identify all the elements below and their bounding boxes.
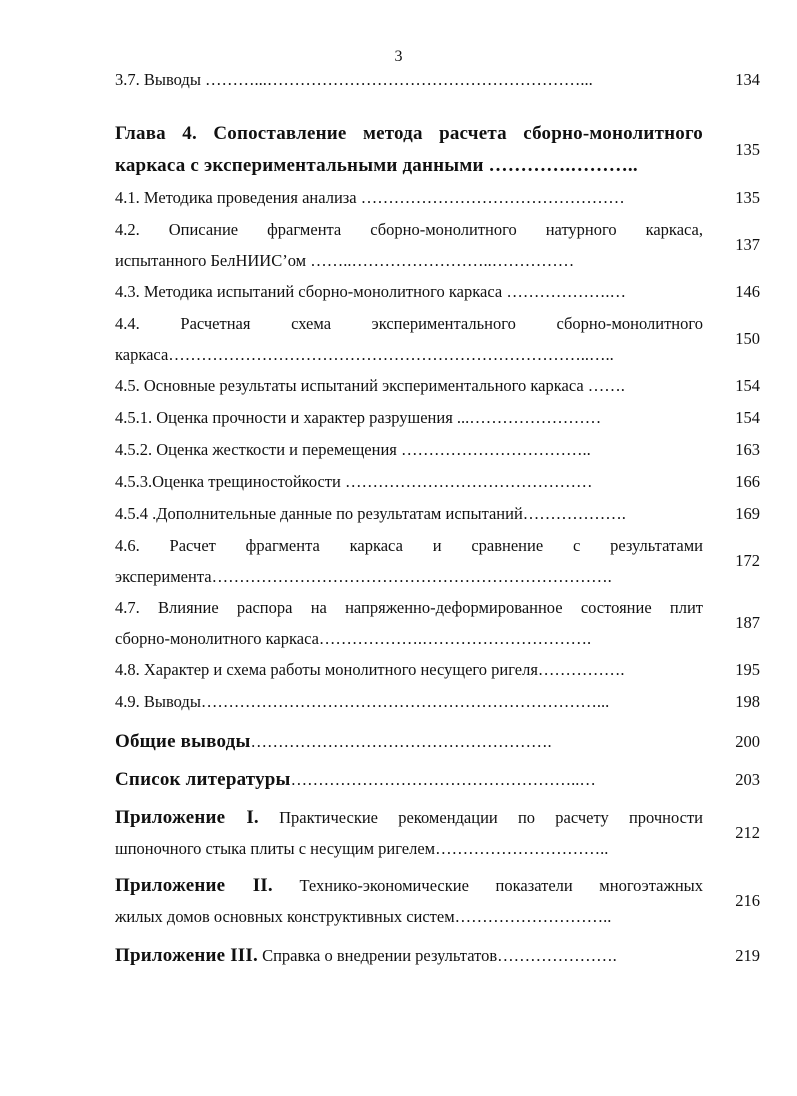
toc-entry-title: 4.5. Основные результаты испытаний экспериментального каркаса [115, 376, 584, 395]
dot-leader: ……………….…………………………. [318, 629, 592, 648]
toc-entry-title: Сопоставление метода расчета сборно-монолитного [213, 123, 703, 144]
toc-page-number: 135 [735, 140, 760, 159]
toc-page-number: 137 [735, 235, 760, 254]
table-of-contents [115, 64, 760, 976]
toc-entry-title: Список литературы [115, 769, 291, 790]
toc-page-number: 134 [735, 70, 760, 89]
toc-page-number: 203 [735, 770, 760, 789]
dot-leader: ...…………………… [452, 408, 602, 427]
toc-entry-title: 4.5.1. Оценка прочности и характер разрушения [115, 408, 453, 427]
toc-entry-4-5-2 [115, 434, 760, 466]
toc-page-number: 212 [735, 823, 760, 842]
dot-leader: ………………. [522, 504, 626, 523]
toc-entry-title-cont: жилых домов основных конструктивных систем [115, 907, 455, 926]
toc-entry-references [115, 762, 760, 798]
toc-page-number: 154 [735, 408, 760, 427]
toc-page-number: 154 [735, 376, 760, 395]
dot-leader: …………………. [497, 946, 617, 965]
toc-entry-4-2 [115, 214, 760, 276]
toc-entry-4-4 [115, 308, 760, 370]
dot-leader: ………….……….. [483, 155, 638, 176]
toc-entry-general-conclusions [115, 722, 760, 762]
toc-entry-title: 4.6. Расчет фрагмента каркаса и сравнение с результатами [115, 536, 703, 555]
toc-entry-title-cont: каркаса [115, 345, 169, 364]
toc-entry-title: 4.8. Характер и схема работы монолитного несущего ригеля [115, 660, 538, 679]
appendix-label: Приложение I. [115, 807, 259, 828]
dot-leader: ……………………….. [454, 907, 612, 926]
page-number: 3 [394, 48, 403, 65]
toc-page-number: 150 [735, 329, 760, 348]
toc-entry-title: Технико-экономические показатели многоэтажных [299, 876, 703, 895]
toc-entry-title: Общие выводы [115, 731, 251, 752]
toc-entry-4-6 [115, 530, 760, 592]
dot-leader: ………………………….. [435, 839, 609, 858]
toc-page-number: 219 [735, 946, 760, 965]
dot-leader: ……..……………………..…………… [306, 251, 575, 270]
toc-entry-appendix-2 [115, 870, 760, 932]
dot-leader: ……………………………………… [340, 472, 593, 491]
toc-entry-title-cont: сборно-монолитного каркаса [115, 629, 319, 648]
dot-leader: ………………………………………………………………... [200, 692, 610, 711]
toc-entry-chapter-4 [115, 118, 760, 182]
toc-entry-title: Справка о внедрении результатов [262, 946, 498, 965]
toc-entry-4-5-1 [115, 402, 760, 434]
toc-page-number: 195 [735, 660, 760, 679]
toc-entry-title-cont: эксперимента [115, 567, 212, 586]
toc-page-number: 198 [735, 692, 760, 711]
toc-entry-4-5 [115, 370, 760, 402]
chapter-label: Глава 4. [115, 123, 197, 144]
toc-page-number: 172 [735, 551, 760, 570]
toc-entry-title: 4.5.3.Оценка трещиностойкости [115, 472, 341, 491]
toc-entry-title: 4.2. Описание фрагмента сборно-монолитного натурного каркаса, [115, 220, 703, 239]
toc-entry-title: 4.5.2. Оценка жесткости и перемещения [115, 440, 397, 459]
toc-page-number: 187 [735, 613, 760, 632]
appendix-label: Приложение III. [115, 945, 258, 966]
dot-leader: …………………………….. [396, 440, 591, 459]
toc-entry-4-7 [115, 592, 760, 654]
toc-entry-appendix-3 [115, 936, 760, 976]
toc-entry-title-cont: каркаса с экспериментальными данными [115, 155, 484, 176]
toc-entry-appendix-1 [115, 802, 760, 864]
dot-leader: ………………………………………………………………. [211, 567, 612, 586]
toc-entry-4-3 [115, 276, 760, 308]
dot-leader: ………………………………………………. [250, 732, 552, 751]
dot-leader: ……………………………………………..… [290, 770, 596, 789]
toc-page-number: 169 [735, 504, 760, 523]
toc-entry-title: 3.7. Выводы [115, 70, 201, 89]
toc-page-number: 166 [735, 472, 760, 491]
toc-entry-title: 4.9. Выводы [115, 692, 201, 711]
toc-page-number: 200 [735, 732, 760, 751]
toc-entry-4-5-4 [115, 498, 760, 530]
appendix-label: Приложение II. [115, 875, 273, 896]
toc-entry-title: 4.7. Влияние распора на напряженно-деформированное состояние плит [115, 598, 703, 617]
toc-entry-4-5-3 [115, 466, 760, 498]
toc-entry-title: Практические рекомендации по расчету прочности [279, 808, 703, 827]
dot-leader: …………………………………………………………………..….. [168, 345, 614, 364]
toc-page-number: 216 [735, 891, 760, 910]
dot-leader: ……. [583, 376, 625, 395]
dot-leader: ………………………………………… [356, 188, 625, 207]
dot-leader: ………...…………………………………………………... [200, 70, 593, 89]
toc-entry-title: 4.1. Методика проведения анализа [115, 188, 357, 207]
toc-entry-3-7 [115, 64, 760, 96]
toc-page-number: 135 [735, 188, 760, 207]
dot-leader: ……………. [537, 660, 625, 679]
toc-entry-title: 4.5.4 .Дополнительные данные по результатам испытаний [115, 504, 523, 523]
toc-page-number: 146 [735, 282, 760, 301]
toc-entry-4-1 [115, 182, 760, 214]
toc-entry-title: 4.4. Расчетная схема экспериментального сборно-монолитного [115, 314, 703, 333]
toc-entry-4-8 [115, 654, 760, 686]
toc-entry-4-9 [115, 686, 760, 718]
toc-entry-title: 4.3. Методика испытаний сборно-монолитного каркаса [115, 282, 503, 301]
toc-page-number: 163 [735, 440, 760, 459]
toc-entry-title-cont: испытанного БелНИИС’ом [115, 251, 307, 270]
dot-leader: ……………….… [502, 282, 626, 301]
toc-entry-title-cont: шпоночного стыка плиты с несущим ригелем [115, 839, 436, 858]
